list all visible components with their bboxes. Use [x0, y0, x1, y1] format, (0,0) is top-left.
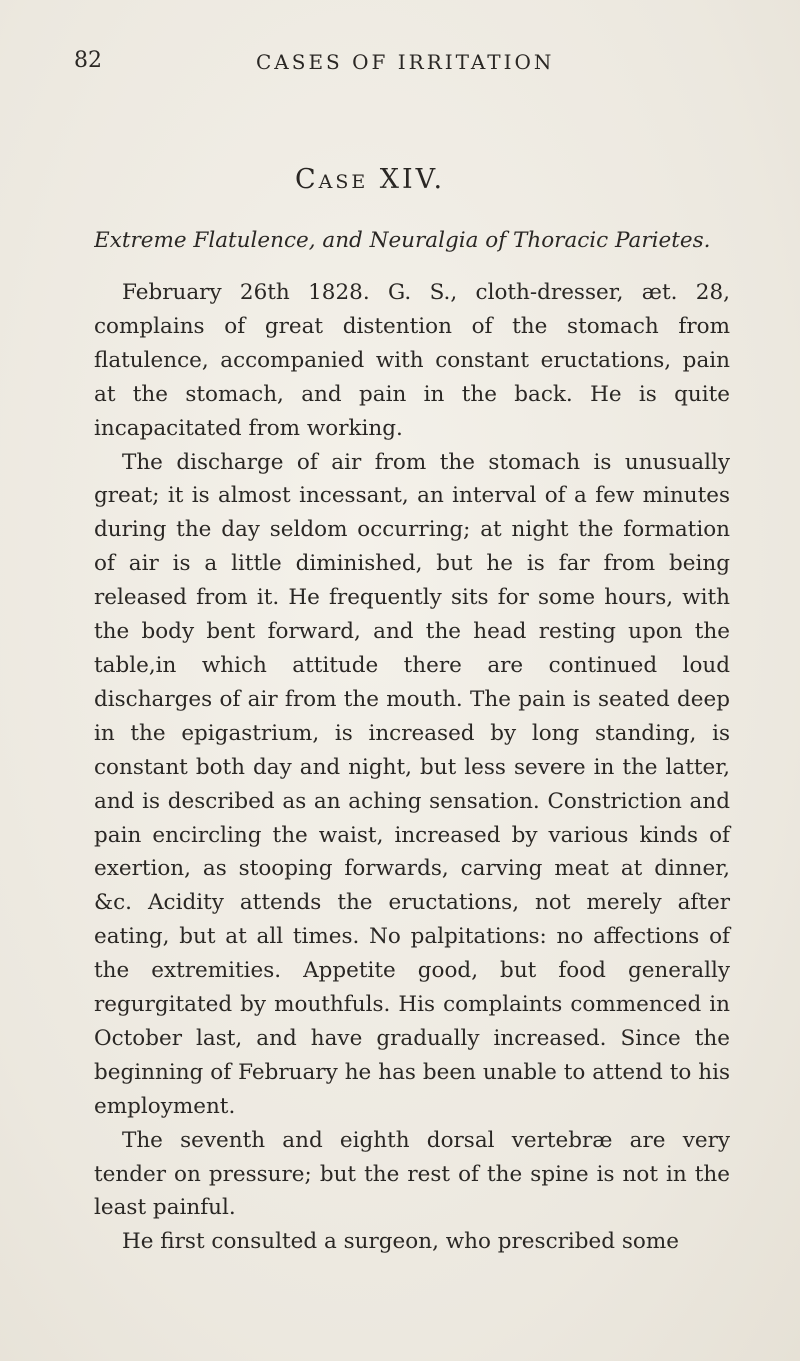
body-text: [94, 276, 730, 1259]
running-head: [74, 48, 714, 78]
case-title-text: Case XIV.: [294, 164, 446, 195]
page-number: 82: [74, 48, 102, 73]
case-subtitle: Extreme Flatulence, and Neuralgia of Thoracic Parietes.: [94, 228, 711, 253]
case-title: [0, 164, 800, 195]
paragraph-3: The seventh and eighth dorsal vertebræ are very tender on pressure; but the rest of the spine is not in the least painful.: [94, 1127, 730, 1221]
paragraph-1: February 26th 1828. G. S., cloth-dresser, æt. 28, complains of great distention of the stomach from flatulence, accompanied with constant eructations, pain at the stomach, and pain in the back. He is quite incapacitated from working.: [94, 280, 730, 441]
paragraph-4: He first consulted a surgeon, who prescribed some: [122, 1229, 679, 1255]
paragraph-2: The discharge of air from the stomach is unusually great; it is almost incessant, an interval of a few minutes during the day seldom occurring; at night the formation of air is a little diminished, but he is far from being released from it. He frequently sits for some hours, with the body bent forward, and the head resting upon the table,in which attitude there are continued loud discharges of air from the mouth. The pain is seated deep in the epigastrium, is increased by long standing, is constant both day and night, but less severe in the latter, and is described as an aching sensation. Constriction and pain encircling the waist, increased by various kinds of exertion, as stooping forwards, carving meat at dinner, &c. Acidity attends the eructations, not merely after eating, but at all times. No palpitations: no affections of the extremities. Appetite good, but food generally regurgitated by mouthfuls. His complaints commenced in October last, and have gradually increased. Since the beginning of February he has been unable to attend to his employment.: [94, 449, 730, 1119]
running-title: CASES OF IRRITATION: [256, 50, 555, 74]
